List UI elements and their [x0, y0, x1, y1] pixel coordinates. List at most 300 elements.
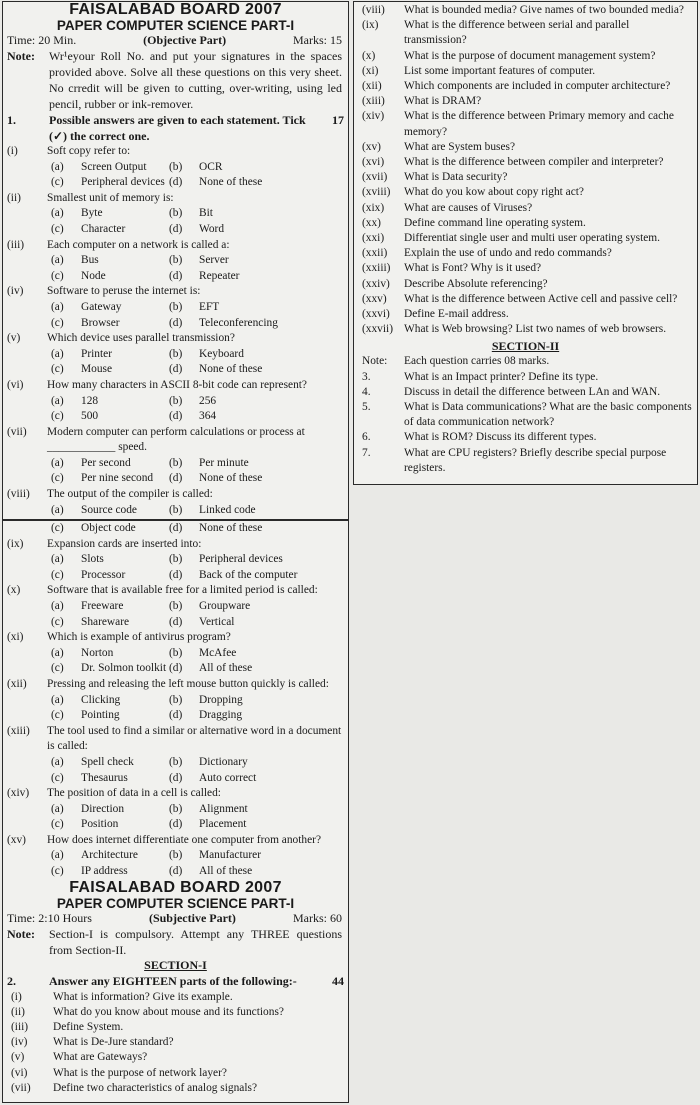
short-question [3, 1020, 348, 1035]
objective-continued-panel [2, 520, 349, 1103]
part-label: (Subjective Part) [148, 910, 236, 925]
mcq-options [7, 848, 344, 879]
option-key: (c) [51, 865, 64, 878]
question-number: (xiii) [7, 724, 30, 737]
question-marks: 17 [332, 113, 344, 127]
option-text: Per minute [199, 456, 249, 469]
question-text: What is Web browsing? List two names of web browsers. [404, 323, 667, 336]
short-question [3, 990, 348, 1005]
option-text: Linked code [199, 503, 256, 516]
option-text: Per nine second [81, 472, 154, 485]
question-number: (iii) [11, 1021, 29, 1034]
option-text: Gateway [81, 300, 122, 313]
question-number: (xii) [7, 677, 27, 690]
mcq-question [7, 630, 344, 646]
option-text: Clicking [81, 693, 121, 706]
option-text: Vertical [199, 615, 235, 628]
option-key: (a) [51, 646, 64, 659]
mcq-option-row [7, 300, 344, 316]
mcq-question [7, 191, 344, 207]
option-key: (b) [169, 254, 183, 267]
short-question [354, 94, 697, 109]
subjective-continued-panel [353, 1, 698, 485]
option-text: 500 [81, 410, 99, 423]
question-number: (xxiv) [362, 277, 390, 290]
exam-info-row [3, 911, 348, 926]
option-key: (d) [169, 709, 183, 722]
question-text: The tool used to find a similar or alternative word in a document is called: [47, 724, 342, 753]
question-number: (i) [11, 990, 22, 1003]
option-key: (d) [169, 363, 183, 376]
short-question [354, 79, 697, 94]
paper-title: FAISALABAD BOARD 2007 [69, 1, 282, 18]
mcq-option-row [7, 646, 344, 662]
option-key: (a) [51, 207, 64, 220]
question-text: What is the difference between Active cell and passive cell? [404, 292, 678, 305]
question-text: What are causes of Viruses? [404, 201, 533, 214]
option-key: (c) [51, 410, 64, 423]
mcq-option-row [7, 269, 344, 285]
mcq-question [7, 425, 344, 456]
question-text: Which components are included in computer architecture? [404, 80, 671, 93]
question-text: What is the purpose of document management system? [404, 49, 656, 62]
option-key: (a) [51, 599, 64, 612]
short-question [354, 155, 697, 170]
question-text: Modern computer can perform calculations or process at ____________ speed. [47, 425, 305, 454]
option-key: (b) [169, 503, 183, 516]
question-number: (vi) [11, 1066, 28, 1079]
mcq-option-row [7, 347, 344, 363]
option-key: (c) [51, 709, 64, 722]
option-key: (a) [51, 160, 64, 173]
question-number: (xv) [7, 833, 26, 846]
option-text: Position [81, 818, 119, 831]
mcq-option-row [7, 316, 344, 332]
option-key: (b) [169, 300, 183, 313]
question-instruction: Answer any EIGHTEEN parts of the following:- [49, 973, 297, 988]
option-key: (b) [169, 456, 183, 469]
question-number: 5. [362, 401, 371, 414]
option-key: (b) [169, 693, 183, 706]
option-key: (a) [51, 456, 64, 469]
option-text: Word [199, 222, 225, 235]
question-text: Describe Absolute referencing? [404, 277, 548, 290]
question-number: (xi) [7, 631, 24, 644]
mcq-options [7, 300, 344, 331]
question-number: (vi) [7, 378, 24, 391]
question-number: (xxi) [362, 232, 385, 245]
mcq-option-row [7, 222, 344, 238]
question-number: (ii) [7, 191, 21, 204]
mcq-list [3, 537, 348, 880]
mcq-option-row [7, 599, 344, 615]
option-key: (c) [51, 269, 64, 282]
mcq-options [7, 456, 344, 487]
option-key: (a) [51, 693, 64, 706]
short-question [354, 307, 697, 322]
option-text: McAfee [199, 646, 237, 659]
option-text: Pointing [81, 709, 120, 722]
question-text: How many characters in ASCII 8-bit code can represent? [47, 378, 307, 391]
question-number: (xviii) [362, 186, 391, 199]
short-question [354, 64, 697, 79]
short-question [354, 216, 697, 231]
mcq-option-row [7, 864, 344, 880]
option-text: Repeater [199, 269, 240, 282]
question-text: What is the difference between compiler and interpreter? [404, 156, 664, 169]
mcq-option-row [7, 362, 344, 378]
question-text: What is the purpose of network layer? [53, 1066, 227, 1079]
question-number: (xv) [362, 140, 381, 153]
option-text: Peripheral devices [81, 176, 165, 189]
question-number: (xxii) [362, 247, 388, 260]
section-two-title: SECTION-II [491, 339, 560, 354]
short-question [354, 3, 697, 18]
question-number: (i) [7, 145, 18, 157]
mcq-option-row [7, 817, 344, 833]
note-label: Note: [7, 926, 35, 941]
question-number: (ix) [362, 19, 379, 32]
option-text: 256 [199, 394, 217, 407]
question-text: What do you kow about copy right act? [404, 186, 584, 199]
short-question [354, 201, 697, 216]
option-key: (a) [51, 300, 64, 313]
short-question [354, 18, 697, 48]
option-text: Dictionary [199, 755, 248, 768]
mcq-continued [3, 521, 348, 537]
option-key: (d) [169, 522, 183, 534]
option-text: Manufacturer [199, 849, 261, 862]
question-text: What is Data communications? What are the basic components of data communication network? [404, 401, 692, 429]
paper-subtitle: PAPER COMPUTER SCIENCE PART-I [56, 18, 295, 33]
question-text: Soft copy refer to: [47, 145, 131, 157]
option-key: (c) [51, 472, 64, 485]
option-text: Teleconferencing [199, 316, 278, 329]
option-key: (a) [51, 553, 64, 566]
mcq-options [7, 646, 344, 677]
question-number: (v) [7, 332, 21, 345]
option-text: All of these [199, 865, 253, 878]
question-text: What is an Impact printer? Define its type. [404, 370, 599, 383]
question-text: What is De-Jure standard? [53, 1036, 174, 1049]
option-text: Server [199, 254, 229, 267]
option-text: Dropping [199, 693, 243, 706]
question-text: What are Gateways? [53, 1051, 148, 1064]
mcq-question [7, 487, 344, 503]
option-key: (a) [51, 394, 64, 407]
short-question [354, 246, 697, 261]
option-key: (b) [169, 755, 183, 768]
question-number: (v) [11, 1051, 25, 1064]
question-text: What do you know about mouse and its functions? [53, 1005, 284, 1018]
question-text: Define two characteristics of analog signals? [53, 1081, 258, 1094]
mcq-question [7, 537, 344, 553]
short-question-list [3, 989, 348, 1096]
mcq-options [7, 552, 344, 583]
question-number: (xvii) [362, 171, 388, 184]
mcq-question [7, 583, 344, 599]
question-number: (x) [7, 584, 21, 597]
mcq-option-row [7, 175, 344, 191]
question-number: (xiii) [362, 95, 385, 108]
question-number: 3. [362, 370, 371, 383]
option-text: Dragging [199, 709, 243, 722]
short-question [354, 354, 697, 369]
question-text: What is the difference between serial and parallel transmission? [404, 19, 630, 47]
question-text: The output of the compiler is called: [47, 488, 213, 501]
option-text: 128 [81, 394, 99, 407]
mcq-question [7, 677, 344, 693]
option-key: (c) [51, 522, 64, 534]
mcq-question [7, 284, 344, 300]
option-text: Alignment [199, 802, 248, 815]
option-text: OCR [199, 160, 223, 173]
short-question [354, 446, 697, 476]
short-question [354, 49, 697, 64]
mcq-option-row [7, 521, 344, 537]
question-number: Note: [362, 355, 388, 368]
option-key: (d) [169, 818, 183, 831]
short-question [354, 185, 697, 200]
question-text: Define command line operating system. [404, 216, 586, 229]
option-text: Architecture [81, 849, 138, 862]
mcq-options [7, 599, 344, 630]
short-question [3, 1066, 348, 1081]
option-key: (d) [169, 615, 183, 628]
mcq-option-row [7, 708, 344, 724]
option-text: Auto correct [199, 771, 257, 784]
mcq-options [7, 755, 344, 786]
option-key: (c) [51, 662, 64, 675]
question-number: (xvi) [362, 156, 385, 169]
note [3, 926, 348, 958]
question-number: (viii) [362, 4, 385, 16]
option-text: Node [81, 269, 106, 282]
short-question [3, 1035, 348, 1050]
question-text: What is Font? Why is it used? [404, 262, 542, 275]
short-question [354, 231, 697, 246]
option-key: (d) [169, 222, 183, 235]
long-question-list [354, 354, 697, 476]
short-question-list [354, 2, 697, 337]
option-key: (b) [169, 802, 183, 815]
question-number: (iii) [7, 238, 25, 251]
question-text: Pressing and releasing the left mouse button quickly is called: [47, 677, 329, 690]
question-text: Which device uses parallel transmission? [47, 332, 235, 345]
option-key: (a) [51, 802, 64, 815]
option-text: None of these [199, 522, 263, 534]
question-number: 2. [7, 973, 16, 988]
question-text: How does internet differentiate one computer from another? [47, 833, 322, 846]
option-text: Back of the computer [199, 568, 298, 581]
mcq-options [7, 802, 344, 833]
option-key: (c) [51, 316, 64, 329]
question-number: (ix) [7, 537, 24, 550]
mcq-question [7, 331, 344, 347]
option-text: Processor [81, 568, 126, 581]
option-key: (b) [169, 849, 183, 862]
short-question [354, 277, 697, 292]
question-marks: 44 [332, 973, 344, 988]
option-key: (d) [169, 662, 183, 675]
mcq-option-row [7, 471, 344, 487]
mcq-option-row [7, 253, 344, 269]
option-text: Bit [199, 207, 213, 220]
question-heading [3, 112, 348, 144]
short-question [3, 1081, 348, 1096]
option-text: Norton [81, 646, 114, 659]
total-marks: Marks: 60 [292, 910, 342, 925]
question-number: 6. [362, 431, 371, 444]
short-question [354, 292, 697, 307]
question-number: 1. [7, 113, 16, 127]
option-text: None of these [199, 472, 263, 485]
question-text: What is bounded media? Give names of two bounded media? [404, 4, 684, 16]
mcq-options [7, 206, 344, 237]
option-text: Mouse [81, 363, 113, 376]
option-key: (c) [51, 363, 64, 376]
note [3, 48, 348, 112]
note-text: Section-I is compulsory. Attempt any THREE questions from Section-II. [49, 926, 342, 957]
option-key: (d) [169, 410, 183, 423]
option-key: (b) [169, 394, 183, 407]
mcq-option-row [7, 503, 344, 519]
option-key: (c) [51, 818, 64, 831]
option-text: Byte [81, 207, 103, 220]
question-number: (ii) [11, 1005, 25, 1018]
question-text: Each computer on a network is called a: [47, 238, 230, 251]
question-number: (xiv) [7, 787, 30, 800]
question-text: Which is example of antivirus program? [47, 631, 231, 644]
mcq-option-row [7, 755, 344, 771]
mcq-option-row [7, 568, 344, 584]
short-question [3, 1050, 348, 1065]
exam-info-row [3, 33, 348, 48]
option-key: (b) [169, 646, 183, 659]
question-number: (vii) [7, 425, 27, 438]
short-question [354, 400, 697, 430]
question-text: What is Data security? [404, 171, 508, 184]
option-text: Keyboard [199, 347, 244, 360]
question-number: (vii) [11, 1081, 31, 1094]
question-text: Software to peruse the internet is: [47, 285, 201, 298]
question-text: Expansion cards are inserted into: [47, 537, 202, 550]
option-text: Source code [81, 503, 137, 516]
mcq-option-row [7, 802, 344, 818]
option-key: (c) [51, 615, 64, 628]
option-key: (b) [169, 599, 183, 612]
mcq-question [7, 833, 344, 849]
question-number: (x) [362, 49, 376, 62]
mcq-option-row [7, 848, 344, 864]
mcq-question [7, 144, 344, 160]
option-text: Spell check [81, 755, 134, 768]
mcq-option-row [7, 771, 344, 787]
option-text: Freeware [81, 599, 124, 612]
option-key: (c) [51, 568, 64, 581]
option-text: Dr. Solmon toolkit [81, 662, 167, 675]
option-key: (d) [169, 176, 183, 189]
mcq-question [7, 786, 344, 802]
question-text: Software that is available free for a limited period is called: [47, 584, 318, 597]
question-text: What is the difference between Primary memory and cache memory? [404, 110, 674, 138]
option-text: Placement [199, 818, 247, 831]
option-key: (d) [169, 316, 183, 329]
total-marks: Marks: 15 [293, 33, 342, 47]
option-text: All of these [199, 662, 253, 675]
mcq-option-row [7, 394, 344, 410]
mcq-question [7, 238, 344, 254]
question-number: (viii) [7, 488, 30, 501]
option-text: Printer [81, 347, 113, 360]
question-number: (iv) [7, 285, 24, 298]
question-text: Smallest unit of memory is: [47, 191, 174, 204]
note-label: Note: [7, 49, 35, 63]
option-text: Screen Output [81, 160, 147, 173]
option-text: Groupware [199, 599, 251, 612]
mcq-question [7, 378, 344, 394]
paper-subtitle: PAPER COMPUTER SCIENCE PART-I [56, 895, 295, 911]
paper-title: FAISALABAD BOARD 2007 [69, 878, 282, 896]
question-number: (xi) [362, 64, 379, 77]
short-question [354, 170, 697, 185]
option-key: (c) [51, 222, 64, 235]
time-allowed: Time: 20 Min. [7, 33, 77, 47]
option-text: Per second [81, 456, 131, 469]
question-text: Define E-mail address. [404, 308, 509, 321]
question-text: What are System buses? [404, 140, 516, 153]
option-text: Character [81, 222, 126, 235]
mcq-option-row [7, 615, 344, 631]
question-number: (xix) [362, 201, 385, 214]
short-question [354, 140, 697, 155]
option-text: Bus [81, 254, 99, 267]
option-text: Shareware [81, 615, 130, 628]
question-text: What is information? Give its example. [53, 990, 233, 1003]
mcq-option-row [7, 409, 344, 425]
question-heading [3, 973, 348, 989]
question-text: What is ROM? Discuss its different types. [404, 431, 597, 444]
option-key: (a) [51, 755, 64, 768]
mcq-question [7, 724, 344, 755]
time-allowed: Time: 2:10 Hours [7, 910, 92, 925]
question-text: Discuss in detail the difference between LAn and WAN. [404, 385, 661, 398]
option-text: None of these [199, 176, 263, 189]
mcq-option-row [7, 456, 344, 472]
mcq-option-row [7, 206, 344, 222]
option-key: (c) [51, 176, 64, 189]
option-key: (d) [169, 269, 183, 282]
question-number: (xxvii) [362, 323, 394, 336]
question-text: Explain the use of undo and redo commands? [404, 247, 612, 260]
mcq-options [7, 160, 344, 191]
option-text: Peripheral devices [199, 553, 283, 566]
option-key: (a) [51, 254, 64, 267]
question-number: (xx) [362, 216, 381, 229]
short-question [354, 370, 697, 385]
question-number: (iv) [11, 1036, 28, 1049]
question-instruction: Possible answers are given to each statement. Tick (✓) the correct one. [49, 113, 306, 143]
mcq-options [7, 693, 344, 724]
option-key: (d) [169, 568, 183, 581]
option-key: (a) [51, 849, 64, 862]
question-number: (xxiii) [362, 262, 391, 275]
question-text: List some important features of computer. [404, 64, 596, 77]
mcq-option-row [7, 552, 344, 568]
short-question [354, 261, 697, 276]
option-key: (a) [51, 503, 64, 516]
option-text: Object code [81, 522, 136, 534]
